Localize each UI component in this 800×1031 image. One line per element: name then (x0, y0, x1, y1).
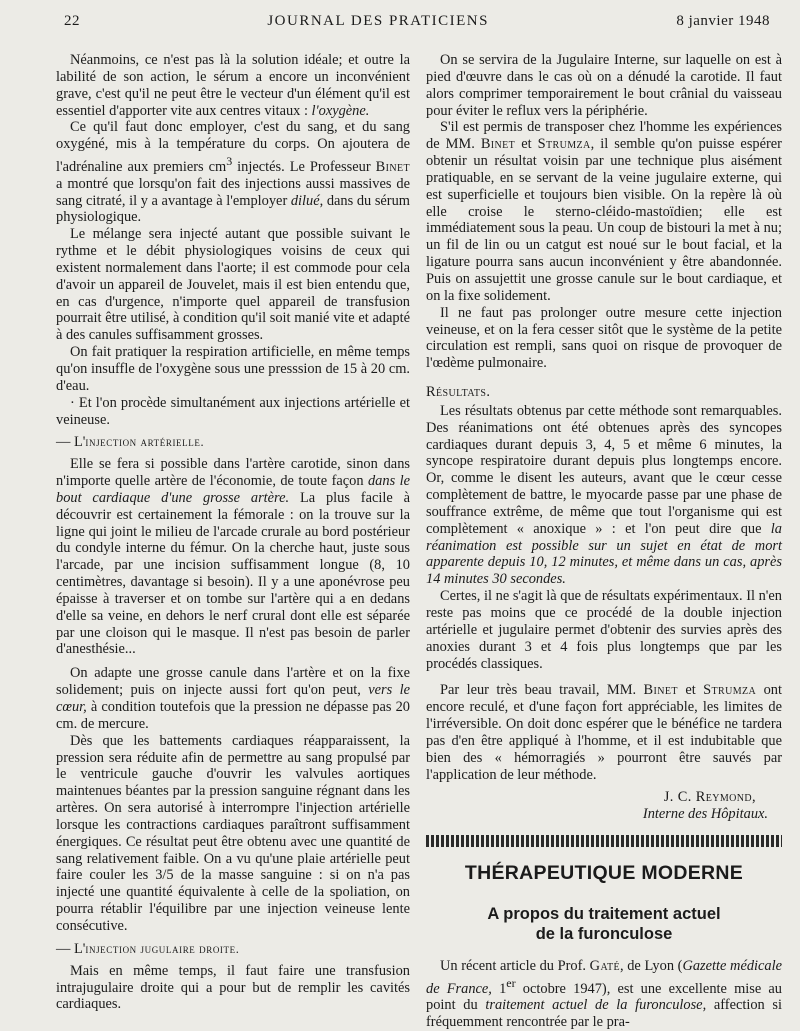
section-heading-resultats: Résultats. (426, 384, 491, 401)
paragraph-jugulaire-interne: On se servira de la Jugulaire Interne, sur laquelle on est à pied d'œuvre dans le cas où on a dénudé la carotide. Il faut alors comprimer temporairement le bout crânial du vaisseau pour éviter le reflux vers la périphérie. (426, 52, 782, 119)
paragraph-conclusion: Par leur très beau travail, MM. Binet et Strumza ont encore reculé, et d'une façon fort appréciable, les limites de l'irréversible. On doit donc espérer que le bénéfice ne tardera pas d'en être appliqué à l'homme, et il est indubitable que bien des « hémorragiés » pourront être sauvés par l'application de leur méthode. (426, 682, 782, 783)
section-divider (426, 835, 782, 847)
rubric-heading: THÉRAPEUTIQUE MODERNE (464, 862, 744, 885)
right-column (426, 52, 783, 1031)
paragraph-furonculose: Un récent article du Prof. Gaté, de Lyon (Gazette médicale de France, 1er octobre 1947), est une excellente mise au point du traitement actuel de la furonculose, affection si fréquemment rencontrée par le pra- (426, 957, 783, 1031)
paragraph-respiration: On fait pratiquer la respiration artificielle, en même temps qu'on insuffle de l'oxygène sous une presssion de 15 à 20 cm. d'eau. (56, 344, 410, 394)
page-number: 22 (64, 12, 80, 29)
paragraph-jugulaire-externe: S'il est permis de transposer chez l'homme les expériences de MM. Binet et Strumza, il semble qu'on puisse espérer obtenir un résultat voisin par une technique plus aisément pratiquable, en se servant de la veine jugulaire externe, qui est superficielle et toujours bien visible. On la repère là où elle croise le sterno-cléido-mastoïdien; elle est immédiatement sous la peau. Un coup de bistouri la met à nu; un fil de lin ou un catgut est noué sur le bout facial, et la ligature pourra sans aucun inconvénient y être abandonnée. Puis on assujettit une grosse canule sur le bout cardiaque, et on la fixe solidement. (426, 119, 782, 304)
signature-name: J. C. Reymond, (663, 789, 756, 806)
section-heading-injection-jugulaire: — L'injection jugulaire droite. (56, 940, 240, 957)
author-name: Binet (375, 158, 410, 175)
paragraph-transfusion: Mais en même temps, il faut faire une transfusion intrajugulaire droite qui a pour but de remplir les cavités cardiaques. (56, 962, 410, 1013)
left-column (56, 52, 410, 1019)
paragraph-resultats: Les résultats obtenus par cette méthode sont remarquables. Des réanimations ont été obtenues après des syncopes cardiaques durant depuis 3, 4, 5 et même 6 minutes, la syncope respiratoire durant depuis plus longtemps encore. Or, comme le disent les auteurs, avant que le cœur cesse complètement de battre, le myocarde passe par une phase de souffrance extrême, de même que tout l'organisme qui est complètement « anoxique » : et l'on peut dire que la réanimation est possible sur un sujet en état de mort apparente depuis 10, 12 minutes, et même dans un cas, après 14 minutes 30 secondes. (426, 402, 782, 588)
paragraph-canule: On adapte une grosse canule dans l'artère et on la fixe solidement; puis on injecte aussi fort qu'on peut, vers le cœur, à condition toutefois que la pression ne dépasse pas 20 cm. de mercure. (56, 665, 410, 732)
paragraph-certes: Certes, il ne s'agit là que de résultats expérimentaux. Il n'en reste pas moins que ce procédé de la double injection artérielle et jugulaire permet d'obtenir des survies après des anoxies durant 3 et 4 fois plus longtemps que par les procédés classiques. (426, 588, 782, 672)
author-signature (426, 789, 782, 823)
paragraph-oxygene: Néanmoins, ce n'est pas là la solution idéale; et outre la labilité de son action, le sérum a encore un inconvénient grave, c'est qu'il ne peut être le vecteur d'un élément qu'il est essentiel d'apporter vite aux centres vitaux : l'oxygène. (56, 52, 410, 119)
signature-role: Interne des Hôpitaux. (642, 806, 768, 823)
paragraph-melange: Le mélange sera injecté autant que possible suivant le rythme et le débit physiologiques voisins de ceux qui existent normalement dans l'aorte; il est commode pour cela d'avoir un appareil de Jouvelet, mais il est bien entendu que, en cas d'urgence, n'importe quel appareil de transfusion pourrait être utilisé, à condition qu'il soit manié vite et adapté à des canules suffisamment grosses. (56, 226, 410, 344)
paragraph-oedeme: Il ne faut pas prolonger outre mesure cette injection veineuse, et on la fera cesser sitôt que le système de la petite circulation est rempli, sans quoi on risque de provoquer de l'œdème pulmonaire. (426, 304, 782, 372)
journal-title: JOURNAL DES PRATICIENS (267, 12, 489, 29)
paragraph-sang-oxygene: Ce qu'il faut donc employer, c'est du sang, et du sang oxygéné, mis à la température du corps. On ajoutera de l'adrénaline aux premiers $cm^3$ injectés. Le Professeur Binet a montré que lorsqu'on fait des injections aussi massives de sang citraté, il y a avantage à l'employer dilué, dans du sérum physiologique. (56, 119, 410, 226)
paragraph-battements: Dès que les battements cardiaques réapparaissent, la pression sera réduite afin de permettre au sang propulsé par le ventricule gauche d'ouvrir les valvules aortiques maintenues béantes par la pression sanguine régnant dans les artères. On sera autorisé à interrompre l'injection artérielle lorsque les contractions cardiaques paraîtront suffisamment énergiques. Ce résultat peut être obtenu avec une quantité de sang relativement faible. On a vu qu'une plaie artérielle peut faire couler les 3/5 de la masse sanguine : si on n'a pas injecté une quantité équivalente à celle de la spoliation, on pourra rétablir l'équilibre par une injection veineuse lente consécutive. (56, 732, 410, 934)
paragraph-injections: · Et l'on procède simultanément aux injections artérielle et veineuse. (56, 394, 410, 428)
issue-date: 8 janvier 1948 (676, 12, 770, 29)
running-header (64, 10, 770, 32)
section-heading-injection-arterielle: — L'injection artérielle. (56, 434, 205, 451)
article-title: A propos du traitement actuel de la furonculose (487, 904, 721, 943)
paragraph-carotide: Elle se fera si possible dans l'artère carotide, sinon dans n'importe quelle artère de l'économie, de toute façon dans le bout cardiaque d'une grosse artère. La plus facile à découvrir est certainement la fémorale : on la trouve sur la ligne qui joint le milieu de l'arcade crurale au bord postérieur du condyle interne du fémur. On la cherche haut, juste sous l'arcade, par une incision suffisamment longue (8, 10 centimètres, davantage si besoin). Il y a une aponévrose peu épaisse à traverser et on tombe sur l'artère qui a en dedans d'elle sa veine, en dehors le nerf crural dont elle est séparée par une cloison qui le masque. Il n'est pas besoin de parler d'anesthésie... (56, 456, 410, 658)
